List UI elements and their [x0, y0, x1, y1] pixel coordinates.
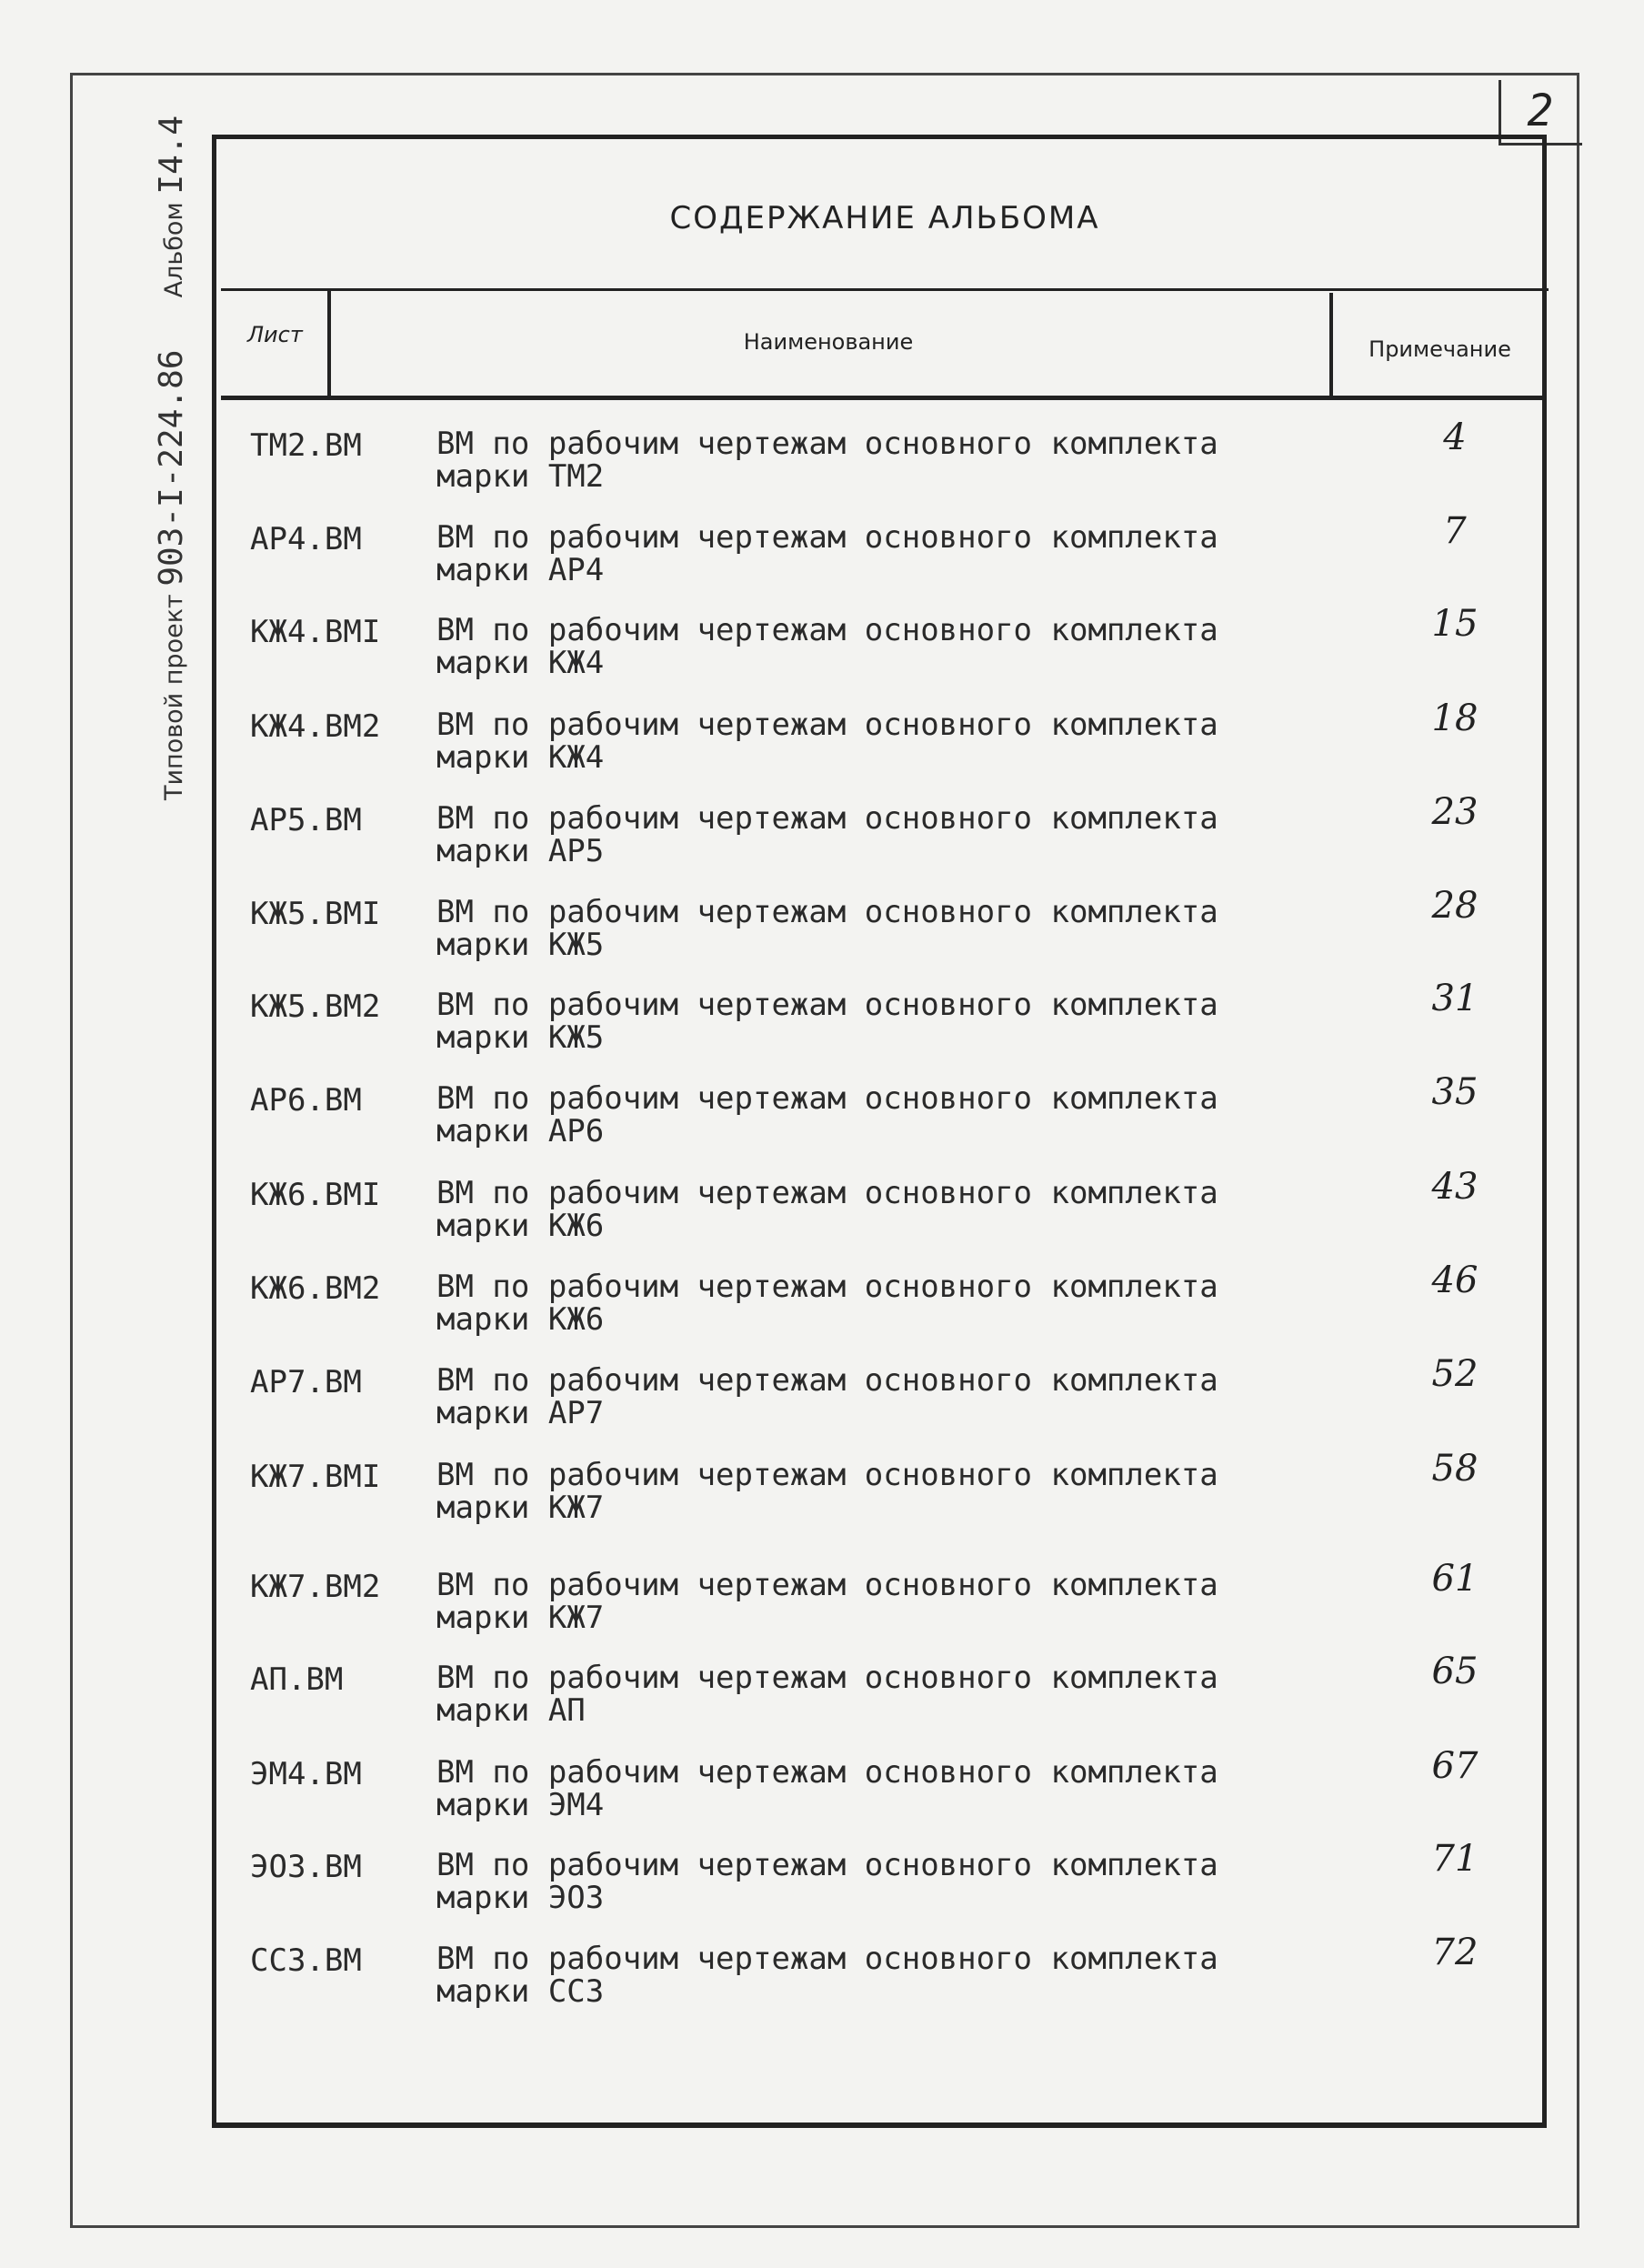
page-number: 52	[1431, 1353, 1479, 1395]
sheet-code: АП.ВМ	[250, 1661, 344, 1698]
page-number: 71	[1431, 1838, 1479, 1880]
page-number: 61	[1431, 1558, 1479, 1600]
album-code: I4.4	[153, 115, 190, 195]
header-sheet: Лист	[247, 322, 303, 347]
page-number: 43	[1431, 1166, 1479, 1208]
page-number: 31	[1431, 978, 1479, 1019]
document-name: ВМ по рабочим чертежам основного комплекта марки АР7	[436, 1362, 1218, 1431]
document-name: ВМ по рабочим чертежам основного комплекта марки ССЗ	[436, 1941, 1218, 2010]
table-row	[0, 416, 1637, 509]
sheet-code: КЖ6.ВМI	[250, 1177, 381, 1213]
table-row	[0, 1558, 1637, 1651]
sheet-code: КЖ4.ВМ2	[250, 708, 381, 745]
sheet-code: КЖ5.ВМI	[250, 896, 381, 932]
sheet-code: ССЗ.ВМ	[250, 1942, 362, 1979]
document-name: ВМ по рабочим чертежам основного комплекта марки КЖ6	[436, 1269, 1218, 1338]
page-number: 15	[1431, 603, 1479, 645]
page-number: 46	[1431, 1259, 1479, 1301]
document-name: ВМ по рабочим чертежам основного комплекта марки АР4	[436, 519, 1218, 588]
table-row	[0, 791, 1637, 884]
page-number: 35	[1431, 1071, 1479, 1113]
table-row	[0, 1448, 1637, 1540]
sheet-code: КЖ6.ВМ2	[250, 1270, 381, 1307]
page-number: 72	[1431, 1932, 1479, 1973]
table-row	[0, 697, 1637, 790]
document-name: ВМ по рабочим чертежам основного комплекта марки ЭМ4	[436, 1754, 1218, 1823]
sheet-code: АР7.ВМ	[250, 1364, 362, 1400]
page-number: 65	[1431, 1651, 1479, 1692]
table-row	[0, 1259, 1637, 1352]
table-row	[0, 885, 1637, 978]
sheet-code: КЖ7.ВМI	[250, 1459, 381, 1495]
document-name: ВМ по рабочим чертежам основного комплекта марки ЭОЗ	[436, 1847, 1218, 1916]
sheet-code: АР6.ВМ	[250, 1082, 362, 1119]
sheet-code: ЭОЗ.ВМ	[250, 1849, 362, 1885]
document-name: ВМ по рабочим чертежам основного комплекта марки КЖ6	[436, 1175, 1218, 1244]
sheet-code: КЖ5.ВМ2	[250, 988, 381, 1025]
page-number: 28	[1431, 885, 1479, 927]
document-name: ВМ по рабочим чертежам основного комплекта марки КЖ4	[436, 707, 1218, 776]
document-name: ВМ по рабочим чертежам основного комплекта марки КЖ5	[436, 894, 1218, 963]
sheet-code: КЖ7.ВМ2	[250, 1569, 381, 1605]
header-note: Примечание	[1368, 336, 1511, 362]
page-number: 4	[1443, 416, 1467, 458]
document-name: ВМ по рабочим чертежам основного комплекта марки КЖ7	[436, 1457, 1218, 1526]
header-name: Наименование	[743, 329, 914, 355]
page-number: 7	[1443, 510, 1467, 552]
sheet-code: ТМ2.ВМ	[250, 427, 362, 464]
sheet-code: АР4.ВМ	[250, 521, 362, 557]
document-name: ВМ по рабочим чертежам основного комплекта марки АП	[436, 1660, 1218, 1729]
document-name: ВМ по рабочим чертежам основного комплекта марки КЖ7	[436, 1567, 1218, 1636]
table-row	[0, 1166, 1637, 1259]
table-row	[0, 603, 1637, 696]
sheet-code: КЖ4.ВМI	[250, 614, 381, 650]
document-name: ВМ по рабочим чертежам основного комплекта марки КЖ5	[436, 987, 1218, 1056]
table-row	[0, 1745, 1637, 1838]
table-row	[0, 1838, 1637, 1931]
document-name: ВМ по рабочим чертежам основного комплекта марки АР5	[436, 800, 1218, 869]
document-name: ВМ по рабочим чертежам основного комплекта марки ТМ2	[436, 426, 1218, 495]
table-row	[0, 978, 1637, 1070]
page-number: 23	[1431, 791, 1479, 833]
album-label: Альбом	[160, 202, 188, 298]
project-label: Типовой проект	[160, 594, 188, 800]
album-title: СОДЕРЖАНИЕ АЛЬБОМА	[669, 200, 1100, 236]
sheet-code: ЭМ4.ВМ	[250, 1756, 362, 1792]
table-row	[0, 1932, 1637, 2024]
table-row	[0, 1353, 1637, 1446]
project-code: 903-I-224.86	[153, 349, 190, 587]
sheet-code: АР5.ВМ	[250, 802, 362, 838]
document-name: ВМ по рабочим чертежам основного комплекта марки КЖ4	[436, 612, 1218, 681]
table-row	[0, 510, 1637, 603]
sheet-number: 2	[1527, 85, 1554, 136]
page-number: 18	[1431, 697, 1479, 739]
document-name: ВМ по рабочим чертежам основного комплекта марки АР6	[436, 1080, 1218, 1149]
table-row	[0, 1071, 1637, 1164]
table-row	[0, 1651, 1637, 1743]
page-number: 67	[1431, 1745, 1479, 1787]
page-number: 58	[1431, 1448, 1479, 1490]
